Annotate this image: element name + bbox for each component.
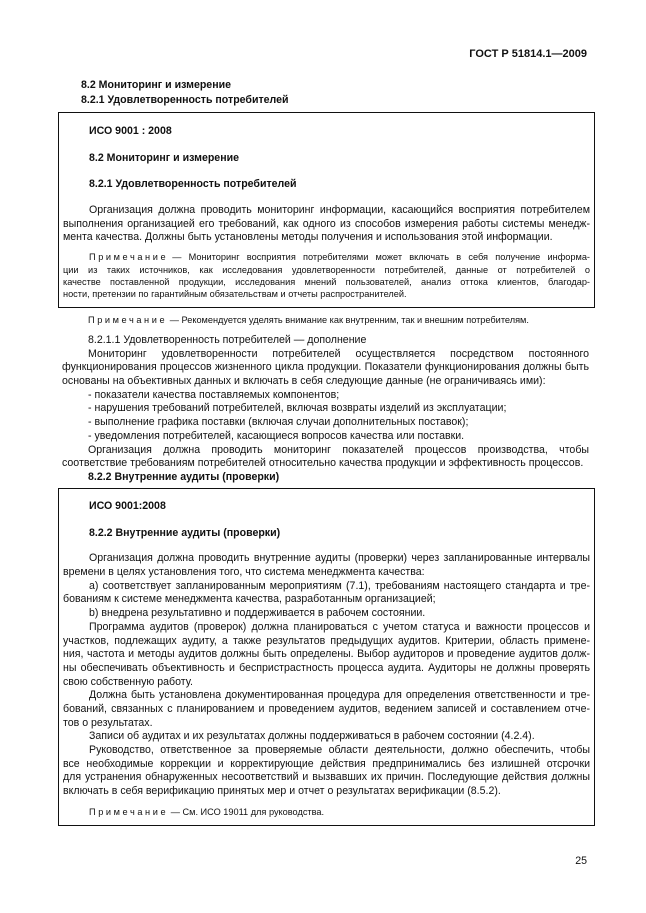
text-line: Руководство, ответственное за проверяемые области деятельности, должно обеспечить, чтобы xyxy=(89,744,590,756)
text-line: а) соответствует запланированным мероприятиям (7.1), требованиям настоящего стандарта и тре- xyxy=(89,579,590,592)
document-id: ГОСТ Р 51814.1—2009 xyxy=(469,48,587,60)
text-line: времени в целях установления того, что система менеджмента качества: xyxy=(63,566,425,579)
section-heading-8-2-1: 8.2.1 Удовлетворенность потребителей xyxy=(81,94,289,106)
list-item: - нарушения требований потребителей, включая возвраты изделий из эксплуатации; xyxy=(88,402,507,415)
text-line: Мониторинг удовлетворенности потребителей осуществляется посредством постоянного xyxy=(88,347,589,360)
text-line: основаны на объективных данных и включать в себя следующие данные (не ограничиваясь ими): xyxy=(62,375,546,388)
text-line: Должна быть установлена документированная процедура для определения ответственности и тре- xyxy=(89,689,590,702)
text-line: b) внедрена результативно и поддерживается в рабочем состоянии. xyxy=(89,607,426,620)
section-heading-8-2-2: 8.2.2 Внутренние аудиты (проверки) xyxy=(88,470,280,483)
list-item: - выполнение графика поставки (включая случаи дополнительных поставок); xyxy=(88,416,469,429)
box-heading: 8.2.2 Внутренние аудиты (проверки) xyxy=(89,526,281,539)
text-line: тов о результатах. xyxy=(63,716,153,729)
text-line: бованиям к системе менеджмента качества, разработанным организацией; xyxy=(63,593,436,606)
text-line: для устранения обнаруженных несоответствий и вызвавших их причин. Последующие действия должны xyxy=(63,771,590,784)
iso-quote-box-1 xyxy=(58,112,595,308)
note-text: — Рекомендуется уделять внимание как внутренним, так и внешним потребителям. xyxy=(169,315,529,325)
text-line: Программа аудитов (проверок) должна планироваться с учетом статуса и важности процессов и xyxy=(89,620,590,633)
clause-title: 8.2.1.1 Удовлетворенность потребителей — дополнение xyxy=(88,334,367,346)
text-line: Организация должна проводить мониторинг информации, касающийся восприятия потребителем xyxy=(89,204,590,217)
box-paragraph xyxy=(63,204,590,245)
box-body xyxy=(63,552,590,798)
note-outside xyxy=(88,314,529,326)
section-heading-8-2: 8.2 Мониторинг и измерение xyxy=(81,79,231,91)
text-line: свою собственную работу. xyxy=(63,675,193,688)
box-subheading: 8.2.1 Удовлетворенность потребителей xyxy=(89,178,297,191)
note-label: Примечание xyxy=(88,315,168,325)
text-line: выполнения организацией его требований, как одного из способов измерения работы системы менедж- xyxy=(63,217,590,230)
note-label: Примечание xyxy=(89,252,169,263)
box-note xyxy=(63,251,590,301)
text-line: ны обеспечивать объективность и беспристрастность процесса аудита. Аудиторы не должны проверять xyxy=(63,661,590,674)
iso-label: ИСО 9001:2008 xyxy=(89,500,166,512)
text-line: ния, частота и методы аудитов должны быть определены. Выбор аудиторов и проведение аудитов долж- xyxy=(63,648,590,661)
text-line: Организация должна проводить внутренние аудиты (проверки) через запланированные интервалы xyxy=(89,552,590,565)
text-line: соответствие требованиям потребителей относительно качества продукции и эффективность процессов. xyxy=(62,457,584,470)
text-line: Организация должна проводить мониторинг показателей процессов производства, чтобы xyxy=(88,443,589,456)
box-heading: 8.2 Мониторинг и измерение xyxy=(89,151,239,164)
text-line: включать в себя верификацию принятых мер и отчет о результатах верификации (8.5.2). xyxy=(63,785,501,798)
page-number: 25 xyxy=(575,855,587,867)
text-line: Записи об аудитах и их результатах должны поддерживаться в рабочем состоянии (4.2.4). xyxy=(89,730,535,743)
box-note xyxy=(63,806,590,818)
list-item: - уведомления потребителей, касающиеся вопросов качества или поставки. xyxy=(88,429,465,442)
clause-8-2-1-1 xyxy=(62,334,589,485)
iso-quote-box-2 xyxy=(58,488,595,826)
text-line: бований, связанных с планированием и проведением аудитов, ведением записей и составлением отче- xyxy=(63,702,590,715)
note-text: — См. ИСО 19011 для руководства. xyxy=(170,806,325,817)
text-line: ности, претензии по гарантийным обязательствам и отчеты распространителей. xyxy=(63,289,407,300)
note-label: Примечание xyxy=(89,806,169,817)
text-line: мента качества. Должны быть установлены методы получения и использования этой информации. xyxy=(63,231,553,244)
iso-label: ИСО 9001 : 2008 xyxy=(89,125,172,137)
text-line: качестве поставленной продукции, исследования мнений пользователей, анализ оттока клиентов, благодар- xyxy=(63,276,590,287)
text-line: ции из таких источников, как исследования удовлетворенности потребителей, данные от потребителей о xyxy=(63,264,590,275)
list-item: - показатели качества поставляемых компонентов; xyxy=(88,388,340,401)
text-line: функционирования процессов жизненного цикла продукции. Показатели функционирования должны быть xyxy=(62,361,589,374)
text-line: все необходимые коррекции и корректирующие действия предпринимались без излишней отсрочки xyxy=(63,757,590,770)
text-line: — Мониторинг восприятия потребителями может включать в себя получение информа- xyxy=(172,252,590,263)
text-line: участков, подлежащих аудиту, а также результатов предыдущих аудитов. Критерии, область примене- xyxy=(63,634,590,647)
